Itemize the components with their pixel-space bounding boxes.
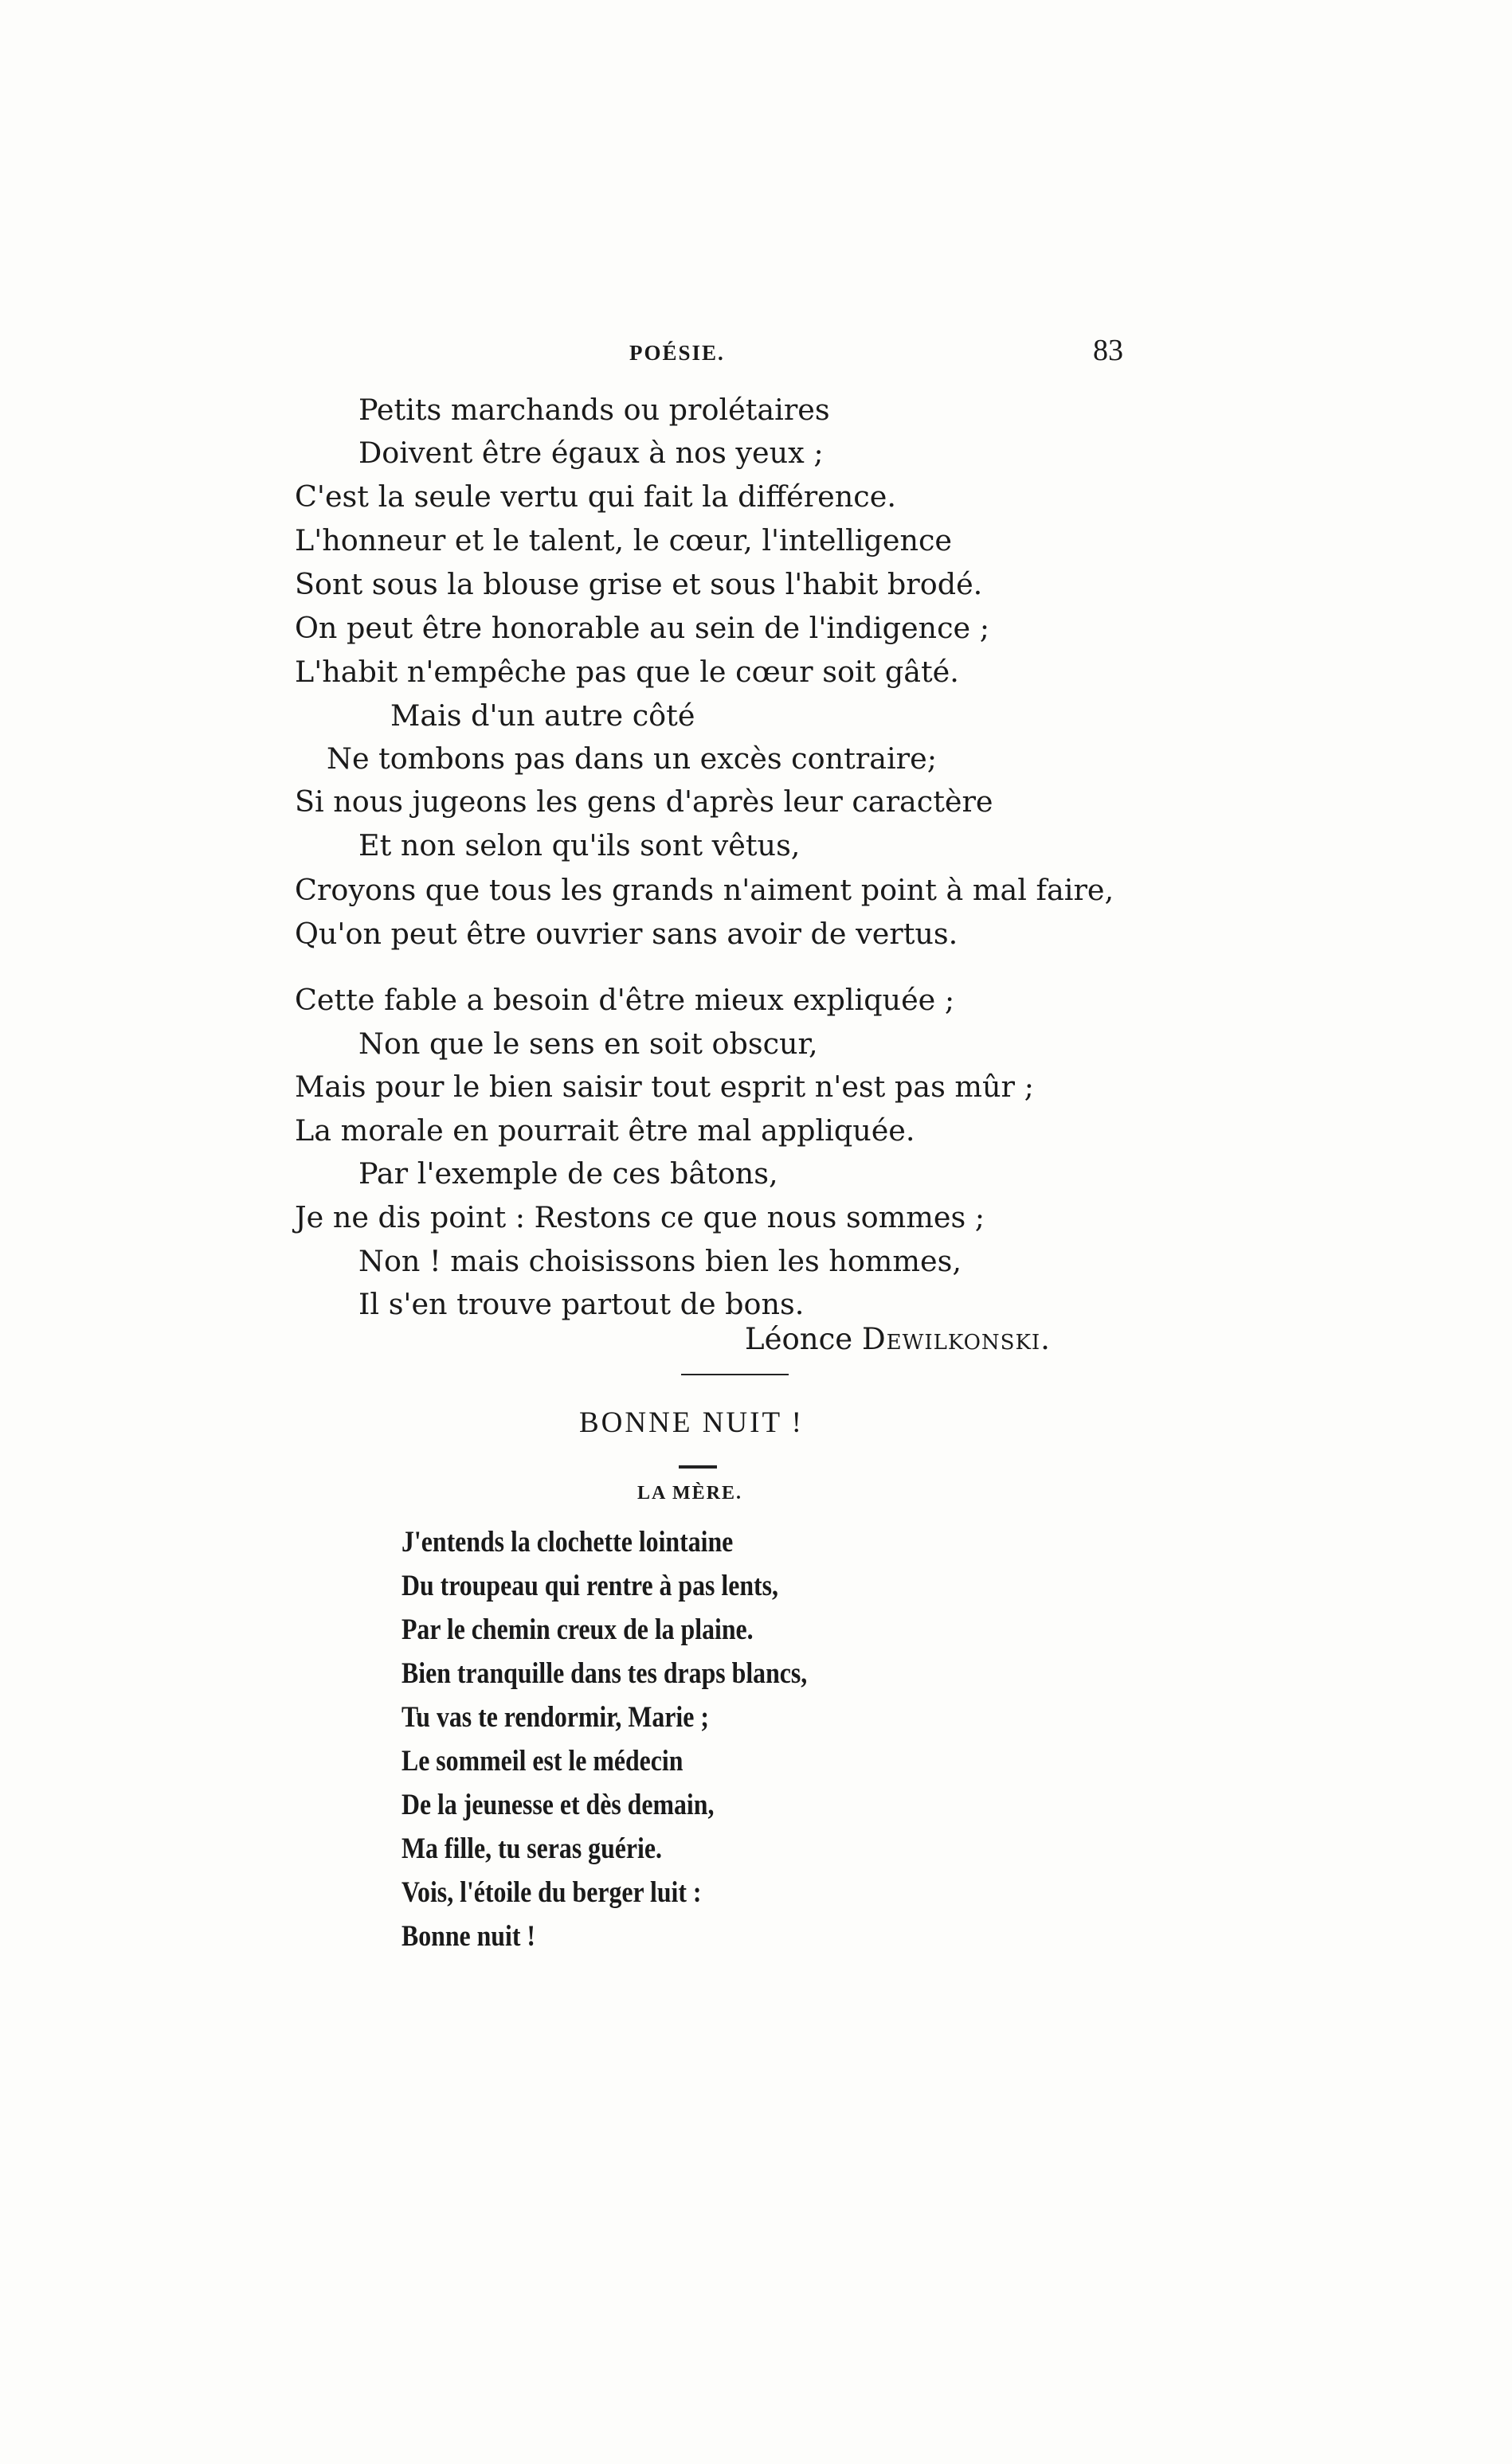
verse-line: Par l'exemple de ces bâtons, <box>358 1156 778 1191</box>
verse-line: Et non selon qu'ils sont vêtus, <box>358 828 801 862</box>
poem-line: Du troupeau qui rentre à pas lents, <box>402 1570 778 1602</box>
verse-line: Il s'en trouve partout de bons. <box>358 1287 805 1321</box>
verse-line: Cette fable a besoin d'être mieux expliquée ; <box>295 983 955 1017</box>
verse-line: Sont sous la blouse grise et sous l'habit brodé. <box>295 567 983 601</box>
poem-line: J'entends la clochette lointaine <box>402 1526 734 1559</box>
verse-line: L'honneur et le talent, le cœur, l'intelligence <box>295 523 953 557</box>
verse-line: L'habit n'empêche pas que le cœur soit gâté. <box>295 655 959 689</box>
verse-line: C'est la seule vertu qui fait la différence. <box>295 479 896 514</box>
verse-line: Petits marchands ou prolétaires <box>358 393 830 427</box>
poem-line: Par le chemin creux de la plaine. <box>402 1613 754 1646</box>
poem-line: Bien tranquille dans tes draps blancs, <box>402 1657 808 1690</box>
verse-line: Mais d'un autre côté <box>390 698 695 733</box>
title-divider <box>679 1465 717 1469</box>
verse-line: On peut être honorable au sein de l'indigence ; <box>295 611 990 645</box>
poem-line: Ma fille, tu seras guérie. <box>402 1832 662 1865</box>
verse-line: Qu'on peut être ouvrier sans avoir de vertus. <box>295 917 958 951</box>
author-last-name: Dewilkonski. <box>861 1322 1051 1356</box>
poem-line: Bonne nuit ! <box>402 1920 535 1953</box>
verse-line: Non que le sens en soit obscur, <box>358 1027 818 1061</box>
verse-line: Doivent être égaux à nos yeux ; <box>358 436 824 470</box>
running-header: POÉSIE. <box>629 341 725 365</box>
poem-line: De la jeunesse et dès demain, <box>402 1789 715 1821</box>
verse-line: Non ! mais choisissons bien les hommes, <box>358 1244 962 1278</box>
section-divider <box>681 1374 789 1375</box>
author-signature <box>745 1322 1051 1356</box>
verse-line: Croyons que tous les grands n'aiment point à mal faire, <box>295 873 1114 907</box>
verse-line: Je ne dis point : Restons ce que nous sommes ; <box>295 1200 985 1234</box>
poem-subtitle: LA MÈRE. <box>637 1483 743 1504</box>
author-first-name: Léonce <box>745 1322 853 1356</box>
poem-line: Tu vas te rendormir, Marie ; <box>402 1701 709 1734</box>
poem-line: Vois, l'étoile du berger luit : <box>402 1876 702 1909</box>
poem-title: BONNE NUIT ! <box>579 1406 804 1439</box>
poem-line: Le sommeil est le médecin <box>402 1745 684 1778</box>
verse-line: La morale en pourrait être mal appliquée. <box>295 1113 915 1148</box>
verse-line: Ne tombons pas dans un excès contraire; <box>327 741 938 776</box>
verse-line: Si nous jugeons les gens d'après leur caractère <box>295 784 993 819</box>
page-number: 83 <box>1093 334 1123 367</box>
verse-line: Mais pour le bien saisir tout esprit n'est pas mûr ; <box>295 1070 1034 1104</box>
